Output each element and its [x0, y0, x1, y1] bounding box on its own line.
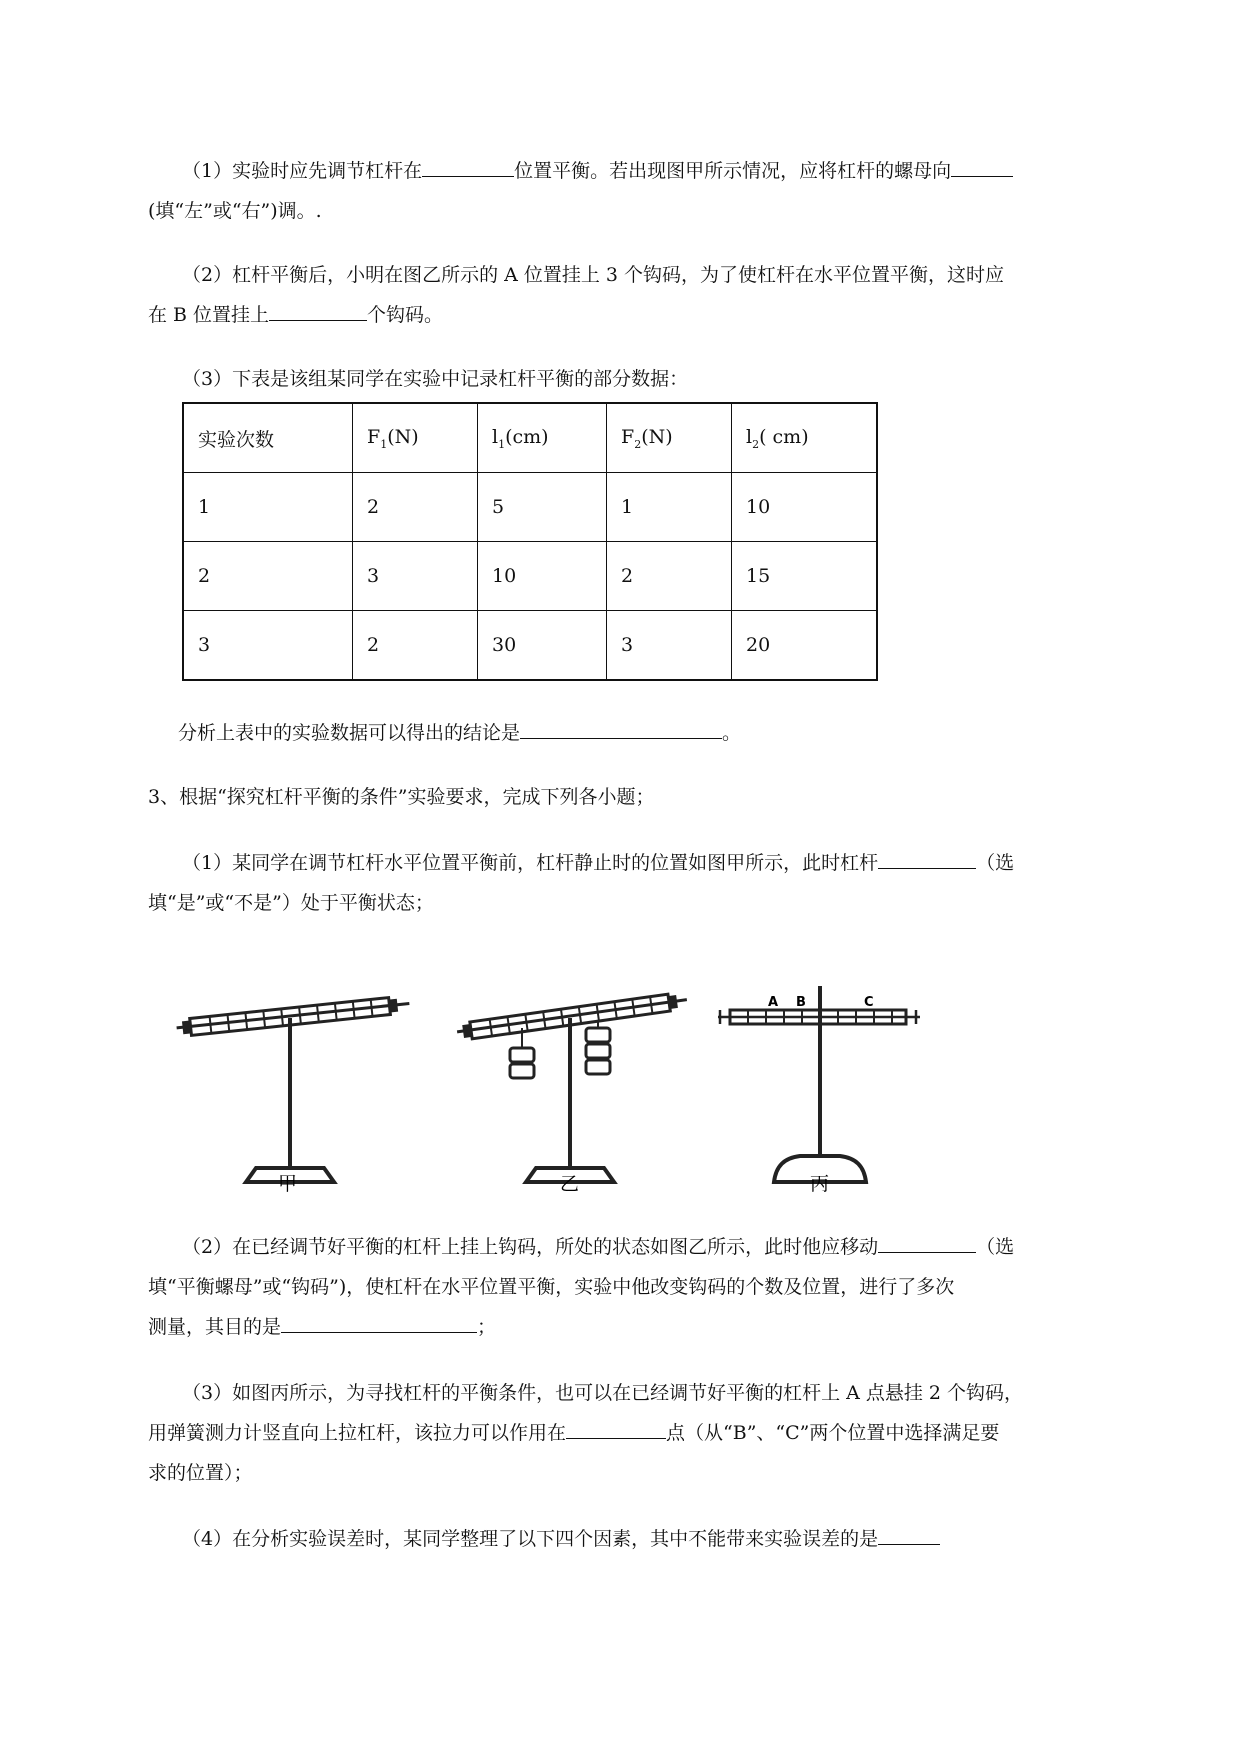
table-header-cell: $F_2(N)$ — [607, 403, 732, 473]
figure-label-bing: 丙 — [810, 1173, 830, 1193]
table-cell: 2 — [353, 473, 478, 542]
q3-part3-text-c: 点（从“B”、“C”两个位置中选择满足要 — [666, 1422, 1000, 1444]
data-table — [182, 402, 878, 681]
q2-part1-line2: (填“左”或“右”)调。. — [148, 200, 322, 222]
answer-blank[interactable] — [269, 302, 367, 321]
q3-part3-text-b: 用弹簧测力计竖直向上拉杠杆，该拉力可以作用在 — [148, 1422, 567, 1444]
table-header-cell: $l_2$( cm) — [732, 403, 878, 473]
table-cell: 10 — [732, 473, 878, 542]
q2-part1-text-b: 位置平衡。若出现图甲所示情况，应将杠杆的螺母向 — [514, 160, 952, 182]
table-cell: 1 — [183, 473, 353, 542]
answer-blank[interactable] — [878, 1526, 940, 1545]
table-row — [183, 473, 877, 542]
q3-part2-text-b: （选 — [976, 1236, 1015, 1258]
conclusion-text: 分析上表中的实验数据可以得出的结论是 — [178, 722, 521, 744]
q2-part2-text-c: 个钩码。 — [367, 304, 444, 326]
table-row — [183, 611, 877, 681]
q2-part1-text-a: （1）实验时应先调节杠杆在 — [182, 160, 423, 182]
q2-part1-line1 — [182, 158, 1013, 184]
q3-part2-line1 — [182, 1234, 1014, 1260]
q3-part2-line3 — [148, 1314, 496, 1340]
q3-part4-text: （4）在分析实验误差时，某同学整理了以下四个因素，其中不能带来实验误差的是 — [182, 1528, 879, 1550]
answer-blank[interactable] — [520, 720, 722, 739]
q3-part1-line1 — [182, 850, 1014, 876]
q2-part2-line2 — [148, 302, 443, 328]
table-header-row — [183, 403, 877, 473]
table-cell: 3 — [607, 611, 732, 681]
q2-part2-line1: （2）杠杆平衡后，小明在图乙所示的 A 位置挂上 3 个钩码，为了使杠杆在水平位置平衡，这时应 — [182, 264, 1005, 286]
point-label-b: B — [796, 995, 806, 1010]
table-cell: 3 — [183, 611, 353, 681]
q3-part1-text-a: （1）某同学在调节杠杆水平位置平衡前，杠杆静止时的位置如图甲所示，此时杠杆 — [182, 852, 879, 874]
q3-title: 3、根据“探究杠杆平衡的条件”实验要求，完成下列各小题； — [148, 786, 655, 808]
q2-conclusion-line — [178, 720, 741, 746]
q3-part3-line2 — [148, 1420, 999, 1446]
table-cell: 1 — [607, 473, 732, 542]
table-cell: 30 — [478, 611, 607, 681]
lever-diagram-yi — [456, 992, 688, 1182]
table-cell: 10 — [478, 542, 607, 611]
q3-part4-line — [182, 1526, 940, 1552]
lever-diagram-jia — [176, 996, 410, 1182]
point-label-a: A — [768, 995, 779, 1010]
answer-blank[interactable] — [281, 1314, 477, 1333]
answer-blank[interactable] — [878, 1234, 976, 1253]
q3-part2-text-d: 测量，其目的是 — [148, 1316, 282, 1338]
table-cell: 3 — [353, 542, 478, 611]
point-label-c: C — [864, 995, 874, 1010]
q3-part1-line2: 填“是”或“不是”）处于平衡状态； — [148, 892, 434, 914]
table-cell: 2 — [353, 611, 478, 681]
q2-part3-line: （3）下表是该组某同学在实验中记录杠杆平衡的部分数据： — [182, 368, 689, 390]
answer-blank[interactable] — [422, 158, 514, 177]
table-row — [183, 542, 877, 611]
table-cell: 5 — [478, 473, 607, 542]
lever-diagram-bing — [718, 986, 920, 1182]
table-cell: 2 — [607, 542, 732, 611]
table-cell: 2 — [183, 542, 353, 611]
q3-part2-text-e: ； — [477, 1316, 497, 1338]
table-header-cell: 实验次数 — [183, 403, 353, 473]
answer-blank[interactable] — [878, 850, 976, 869]
q3-part1-text-b: （选 — [976, 852, 1015, 874]
lever-figure — [170, 958, 1030, 1193]
figure-label-jia: 甲 — [278, 1173, 298, 1193]
table-header-cell: $l_1(cm)$ — [478, 403, 607, 473]
table-cell: 15 — [732, 542, 878, 611]
conclusion-end: 。 — [722, 722, 742, 744]
q2-part2-text-b: 在 B 位置挂上 — [148, 304, 270, 326]
table-cell: 20 — [732, 611, 878, 681]
q3-part2-text-a: （2）在已经调节好平衡的杠杆上挂上钩码，所处的状态如图乙所示，此时他应移动 — [182, 1236, 879, 1258]
answer-blank[interactable] — [566, 1420, 666, 1439]
q3-part3-line3: 求的位置）； — [148, 1462, 253, 1484]
q3-part2-line2: 填“平衡螺母”或“钩码”)，使杠杆在水平位置平衡，实验中他改变钩码的个数及位置，进行了多次 — [148, 1276, 955, 1298]
answer-blank[interactable] — [951, 158, 1013, 177]
q3-part3-line1: （3）如图丙所示，为寻找杠杆的平衡条件，也可以在已经调节好平衡的杠杆上 A 点悬挂 2 个钩码， — [182, 1382, 1024, 1404]
table-header-cell: $F_1(N)$ — [353, 403, 478, 473]
figure-label-yi: 乙 — [560, 1173, 580, 1193]
